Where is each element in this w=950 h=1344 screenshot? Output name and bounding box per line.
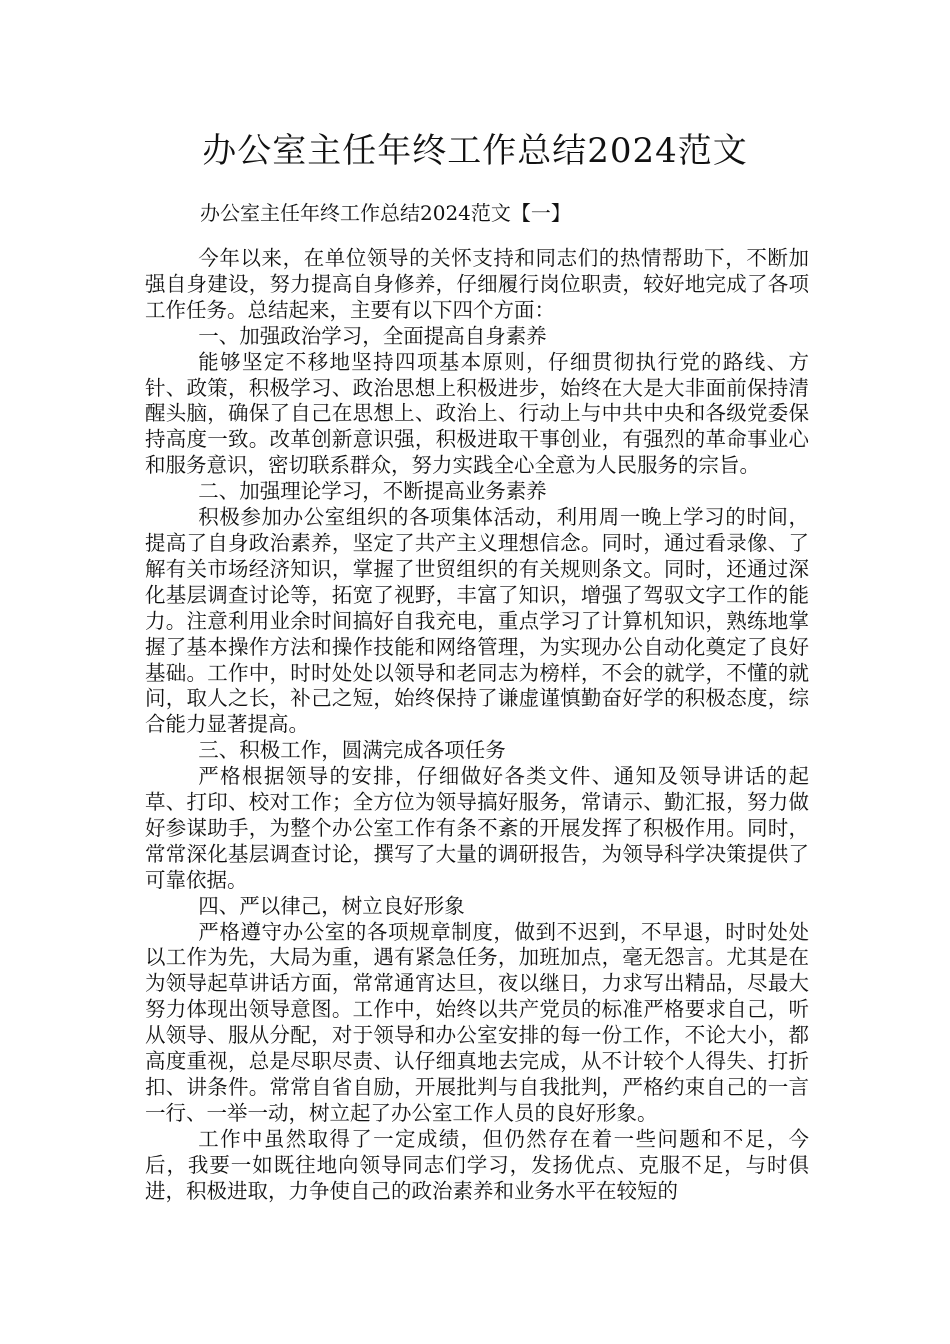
document-subtitle: 办公室主任年终工作总结2024范文【一】 <box>200 201 571 225</box>
intro-paragraph: 今年以来，在单位领导的关怀支持和同志们的热情帮助下，不断加强自身建设，努力提高自身修养，仔细履行岗位职责，较好地完成了各项工作任务。总结起来，主要有以下四个方面： <box>145 246 809 322</box>
document-body <box>145 246 809 1205</box>
section-heading-4: 四、严以律己，树立良好形象 <box>198 893 465 918</box>
section-paragraph-4: 严格遵守办公室的各项规章制度，做到不迟到，不早退，时时处处以工作为先，大局为重，遇有紧急任务，加班加点，毫无怨言。尤其是在为领导起草讲话方面，常常通宵达旦，夜以继日，力求写出精品，尽最大努力体现出领导意图。工作中，始终以共产党员的标准严格要求自己，听从领导、服从分配，对于领导和办公室安排的每一份工作，不论大小，都高度重视，总是尽职尽责、认仔细真地去完成，从不计较个人得失、打折扣、讲条件。常常自省自励，开展批判与自我批判，严格约束自己的一言一行、一举一动，树立起了办公室工作人员的良好形象。 <box>145 919 809 1125</box>
section-paragraph-3: 严格根据领导的安排，仔细做好各类文件、通知及领导讲话的起草、打印、校对工作；全方位为领导搞好服务，常请示、勤汇报，努力做好参谋助手，为整个办公室工作有条不紊的开展发挥了积极作用。同时，常常深化基层调查讨论，撰写了大量的调研报告，为领导科学决策提供了可靠依据。 <box>145 764 809 892</box>
document-title: 办公室主任年终工作总结2024范文 <box>202 131 748 171</box>
section-heading-3: 三、积极工作，圆满完成各项任务 <box>198 738 506 763</box>
section-paragraph-1: 能够坚定不移地坚持四项基本原则，仔细贯彻执行党的路线、方针、政策，积极学习、政治思想上积极进步，始终在大是大非面前保持清醒头脑，确保了自己在思想上、政治上、行动上与中共中央和各级党委保持高度一致。改革创新意识强，积极进取干事创业，有强烈的革命事业心和服务意识，密切联系群众，努力实践全心全意为人民服务的宗旨。 <box>145 349 809 478</box>
section-heading-2: 二、加强理论学习，不断提高业务素养 <box>198 479 547 504</box>
section-paragraph-2: 积极参加办公室组织的各项集体活动，利用周一晚上学习的时间，提高了自身政治素养，坚定了共产主义理想信念。同时，通过看录像、了解有关市场经济知识，掌握了世贸组织的有关规则条文。同时，还通过深化基层调查讨论等，拓宽了视野，丰富了知识，增强了驾驭文字工作的能力。注意利用业余时间搞好自我充电，重点学习了计算机知识，熟练地掌握了基本操作方法和操作技能和网络管理，为实现办公自动化奠定了良好基础。工作中，时时处处以领导和老同志为榜样，不会的就学，不懂的就问，取人之长，补己之短，始终保持了谦虚谨慎勤奋好学的积极态度，综合能力显著提高。 <box>145 505 809 737</box>
closing-paragraph: 工作中虽然取得了一定成绩，但仍然存在着一些问题和不足，今后，我要一如既往地向领导同志们学习，发扬优点、克服不足，与时俱进，积极进取，力争使自己的政治素养和业务水平在较短的 <box>145 1126 809 1203</box>
section-heading-1: 一、加强政治学习，全面提高自身素养 <box>198 323 547 348</box>
